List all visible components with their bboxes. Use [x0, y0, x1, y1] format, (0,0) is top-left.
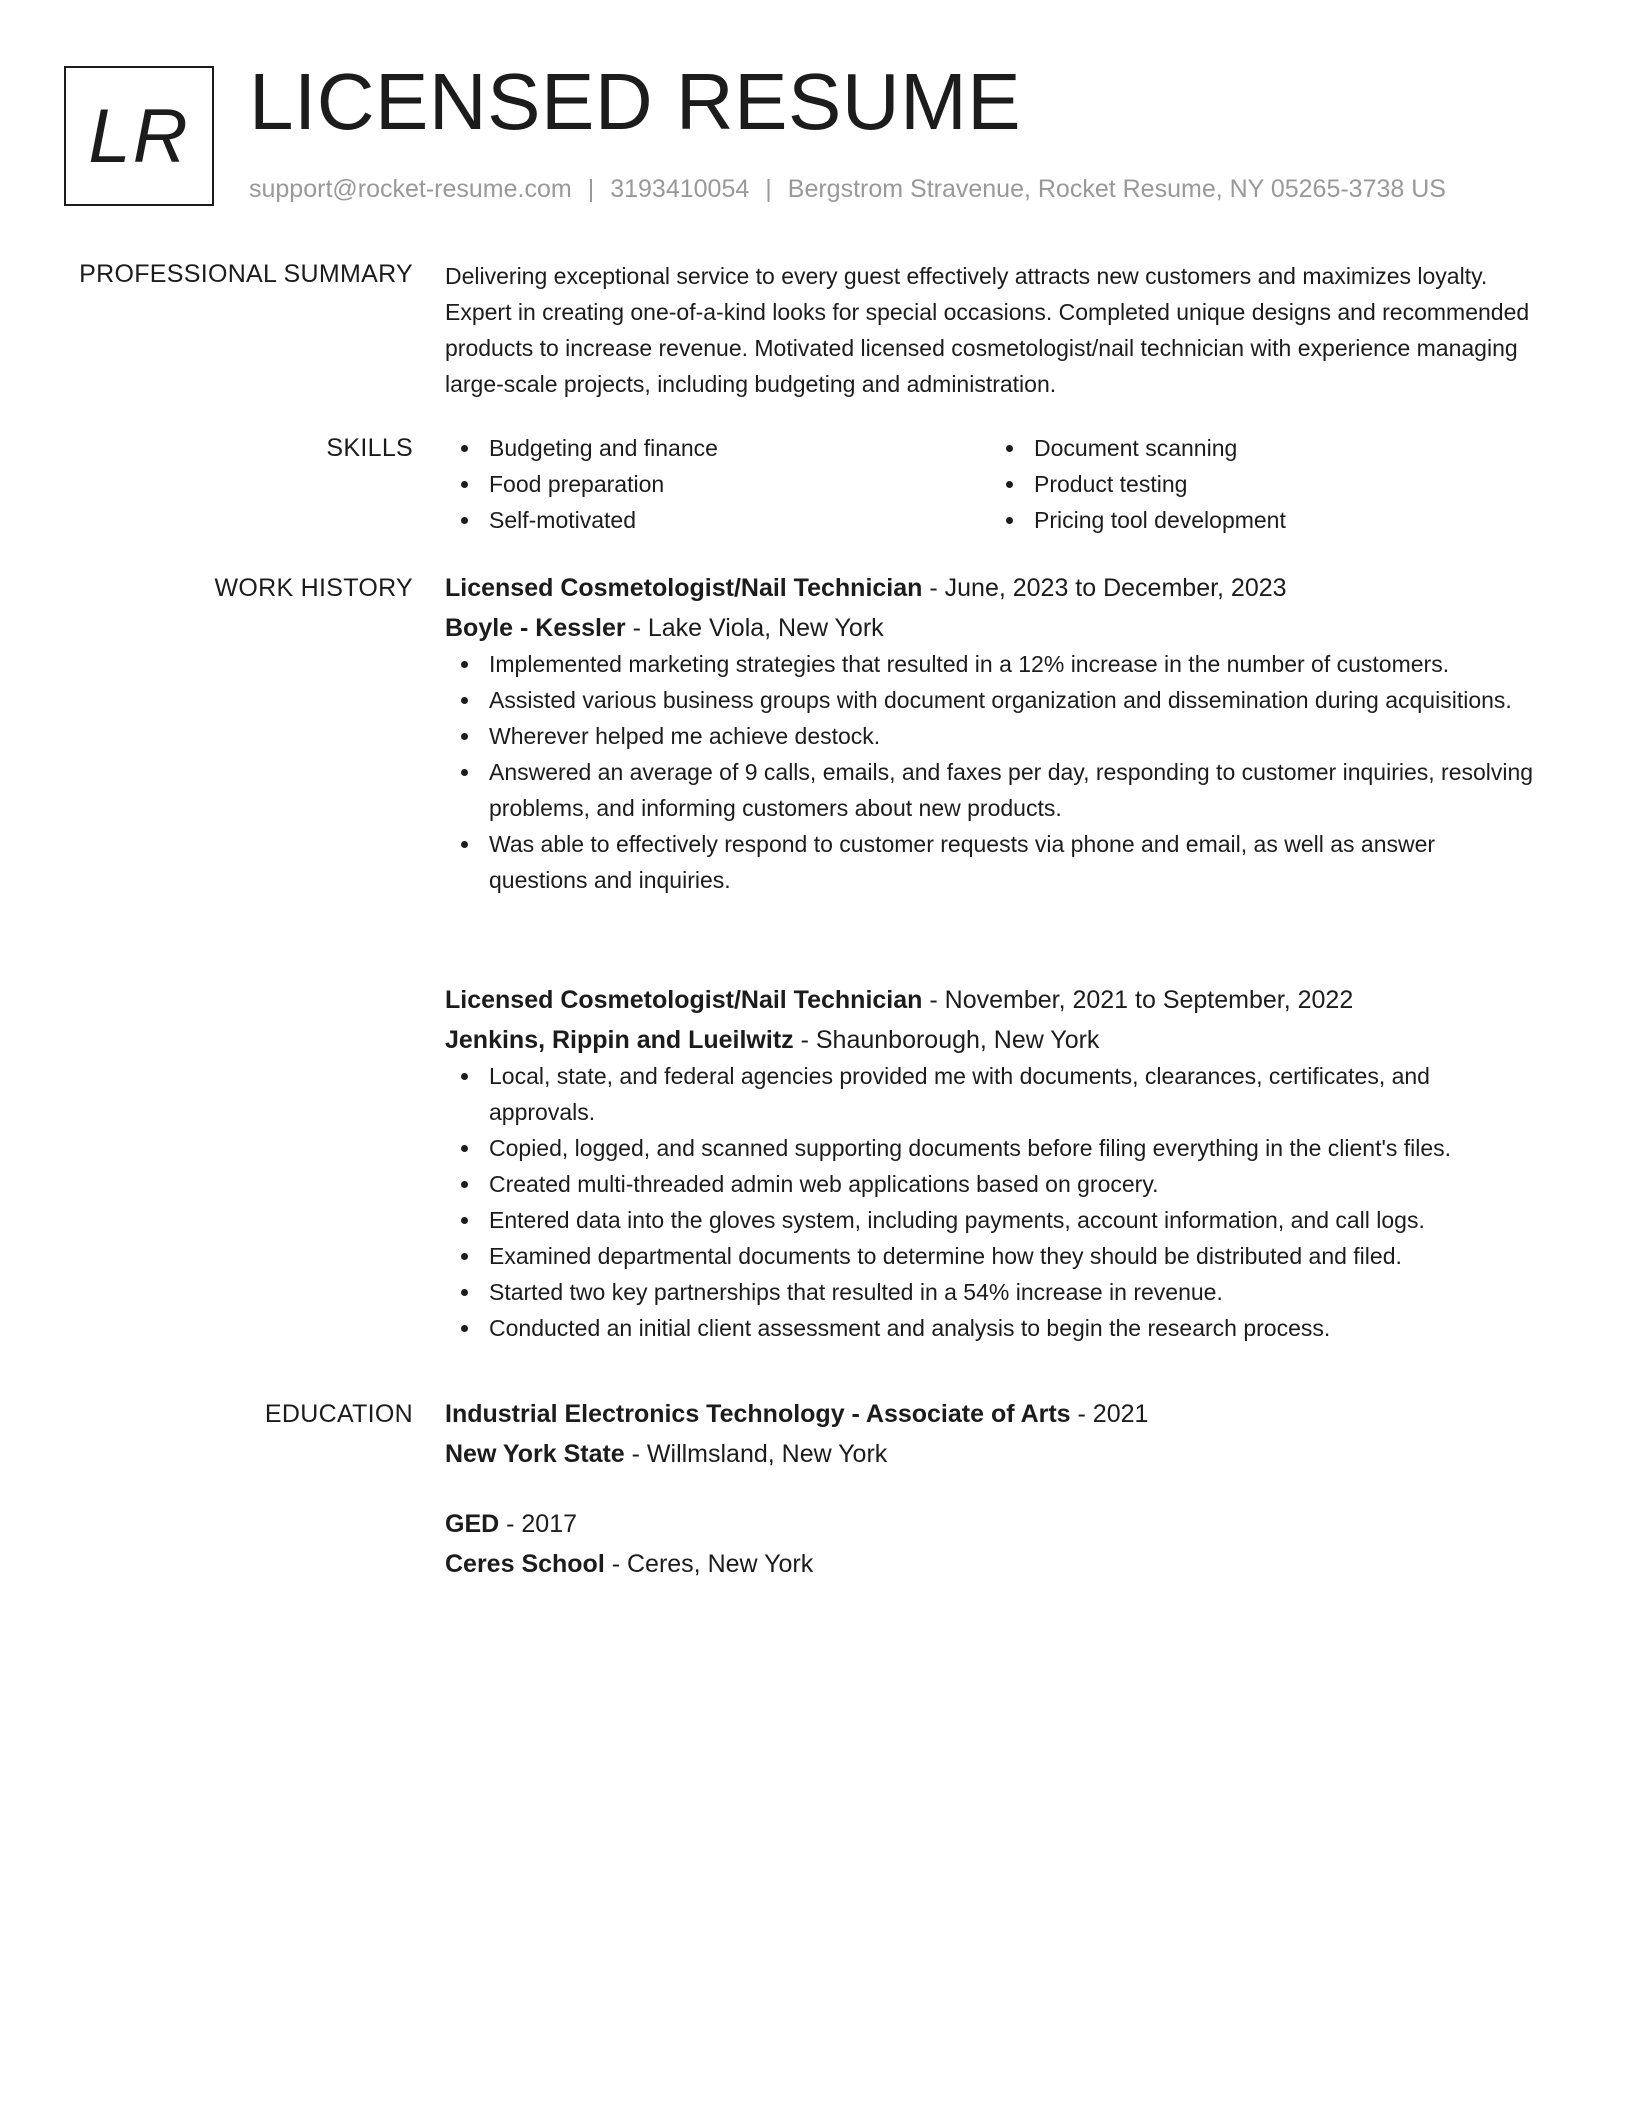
job-bullet: Implemented marketing strategies that resulted in a 12% increase in the number of customers. — [445, 646, 1535, 682]
job-dates: - November, 2021 to September, 2022 — [922, 986, 1354, 1014]
job-bullet: Copied, logged, and scanned supporting documents before filing everything in the client's files. — [445, 1130, 1535, 1166]
education-degree-line — [445, 1506, 1535, 1542]
job-bullet-list — [445, 1058, 1535, 1346]
education-school-line — [445, 1546, 1535, 1582]
education-location: - Ceres, New York — [604, 1550, 814, 1578]
contact-line — [249, 172, 1446, 206]
job-bullet: Assisted various business groups with document organization and dissemination during acquisitions. — [445, 682, 1535, 718]
section-label-skills: SKILLS — [326, 434, 413, 462]
skill-item: Product testing — [990, 466, 1535, 502]
job-bullet: Entered data into the gloves system, including payments, account information, and call logs. — [445, 1202, 1535, 1238]
job-title-line — [445, 570, 1535, 606]
skills-grid — [445, 430, 1535, 538]
skill-item: Self-motivated — [445, 502, 990, 538]
job-company-line — [445, 610, 1535, 646]
job-location: - Lake Viola, New York — [625, 614, 884, 642]
contact-separator: | — [587, 175, 595, 203]
job-bullet: Was able to effectively respond to customer requests via phone and email, as well as answer questions and inquiries. — [445, 826, 1535, 898]
job-title: Licensed Cosmetologist/Nail Technician — [445, 986, 923, 1014]
education-year: - 2017 — [499, 1510, 578, 1538]
education-degree: GED — [445, 1510, 500, 1538]
contact-phone: 3193410054 — [610, 175, 750, 203]
job-entry — [445, 570, 1535, 898]
job-company: Jenkins, Rippin and Lueilwitz — [445, 1026, 794, 1054]
education-degree: Industrial Electronics Technology - Associate of Arts — [445, 1400, 1071, 1428]
job-bullet: Local, state, and federal agencies provided me with documents, clearances, certificates, and approvals. — [445, 1058, 1535, 1130]
job-company-line — [445, 1022, 1535, 1058]
skills-body — [445, 430, 1535, 538]
education-school-line — [445, 1436, 1535, 1472]
education-degree-line — [445, 1396, 1535, 1432]
contact-address: Bergstrom Stravenue, Rocket Resume, NY 05265-3738 US — [787, 175, 1446, 203]
job-title-line — [445, 982, 1535, 1018]
job-bullet: Conducted an initial client assessment and analysis to begin the research process. — [445, 1310, 1535, 1346]
education-entry — [445, 1506, 1535, 1582]
summary-body — [445, 258, 1535, 402]
section-label-work-history: WORK HISTORY — [214, 574, 413, 602]
skill-item: Pricing tool development — [990, 502, 1535, 538]
skill-item: Food preparation — [445, 466, 990, 502]
education-school: New York State — [445, 1440, 625, 1468]
skill-item: Budgeting and finance — [445, 430, 990, 466]
job-location: - Shaunborough, New York — [793, 1026, 1100, 1054]
job-bullet: Created multi-threaded admin web applications based on grocery. — [445, 1166, 1535, 1202]
monogram-logo: LR — [64, 66, 214, 206]
education-location: - Willmsland, New York — [624, 1440, 888, 1468]
page-title: LICENSED RESUME — [249, 57, 1022, 146]
job-company: Boyle - Kessler — [445, 614, 626, 642]
job-dates: - June, 2023 to December, 2023 — [922, 574, 1287, 602]
skills-column-left — [445, 430, 990, 538]
skills-column-right — [990, 430, 1535, 538]
section-label-education: EDUCATION — [264, 1400, 413, 1428]
job-bullet-list — [445, 646, 1535, 898]
job-bullet: Examined departmental documents to determine how they should be distributed and filed. — [445, 1238, 1535, 1274]
contact-email: support@rocket-resume.com — [249, 175, 572, 203]
summary-text: Delivering exceptional service to every guest effectively attracts new customers and maximizes loyalty. Expert in creating one-of-a-kind looks for special occasions. Completed unique designs and recommended products to increase revenue. Motivated licensed cosmetologist/nail technician with experience managing large-scale projects, including budgeting and administration. — [445, 263, 1530, 397]
education-school: Ceres School — [445, 1550, 605, 1578]
job-bullet: Wherever helped me achieve destock. — [445, 718, 1535, 754]
section-label-summary: PROFESSIONAL SUMMARY — [79, 260, 413, 288]
education-year: - 2021 — [1070, 1400, 1149, 1428]
contact-separator: | — [765, 175, 772, 203]
education-entry — [445, 1396, 1535, 1472]
skill-item: Document scanning — [990, 430, 1535, 466]
job-bullet: Started two key partnerships that resulted in a 54% increase in revenue. — [445, 1274, 1535, 1310]
job-bullet: Answered an average of 9 calls, emails, and faxes per day, responding to customer inquiries, resolving problems, and informing customers about new products. — [445, 754, 1535, 826]
job-title: Licensed Cosmetologist/Nail Technician — [445, 574, 923, 602]
job-entry — [445, 982, 1535, 1346]
